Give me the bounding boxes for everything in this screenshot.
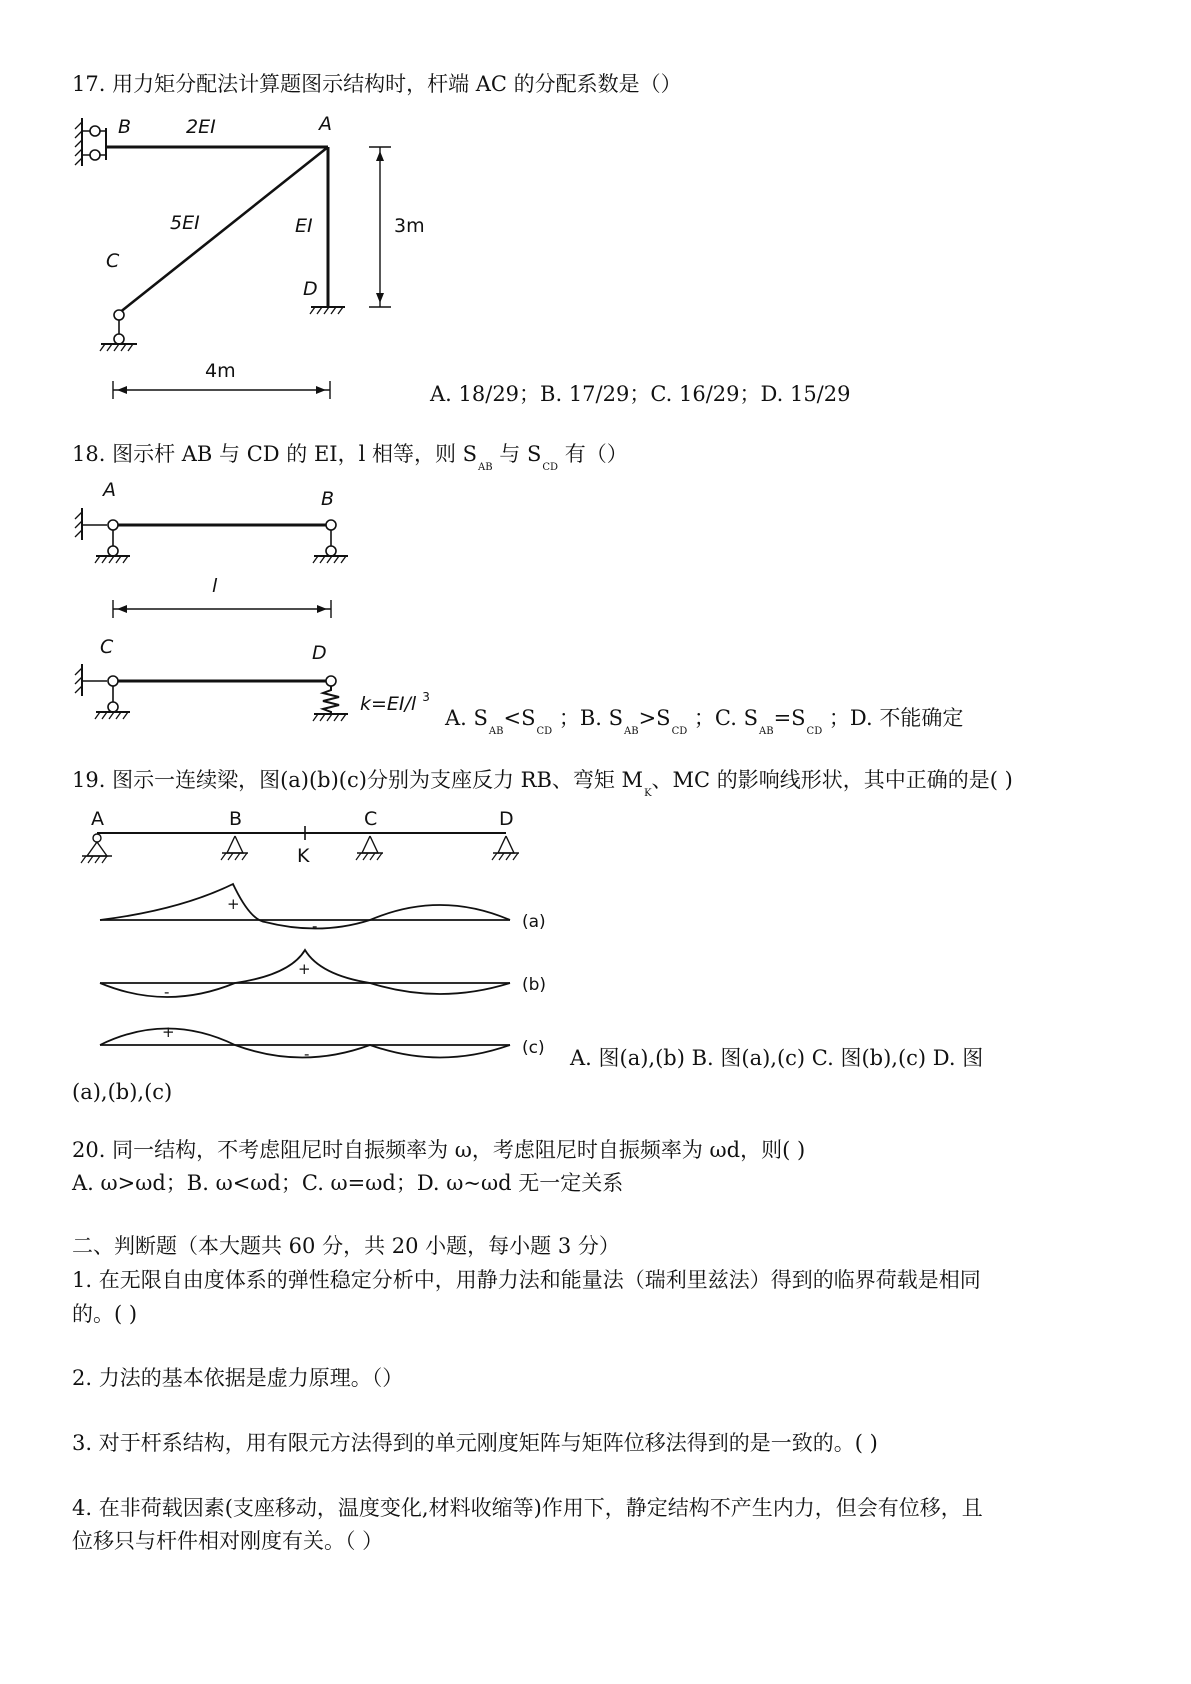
q18-label-c: C xyxy=(100,636,114,658)
q20-options: A. ω>ωd；B. ω<ωd；C. ω=ωd；D. ω~ωd 无一定关系 xyxy=(72,1171,624,1195)
q18-label-d: D xyxy=(312,642,327,664)
q19-label-d: D xyxy=(499,808,514,830)
section2-heading: 二、判断题（本大题共 60 分，共 20 小题，每小题 3 分） xyxy=(72,1234,620,1258)
q18-label-b: B xyxy=(321,488,335,510)
q17-label-2ei: 2EI xyxy=(186,116,216,138)
q19-options-line1: A. 图(a),(b) B. 图(a),(c) C. 图(b),(c) D. 图 xyxy=(570,1046,984,1070)
q17-label-b: B xyxy=(118,116,132,138)
q18-label-k: k=EI/l $^3$ xyxy=(360,690,430,715)
q20-stem: 20. 同一结构，不考虑阻尼时自振频率为 ω，考虑阻尼时自振频率为 ωd，则( ) xyxy=(72,1138,806,1162)
q18-sub-ab: AB xyxy=(478,462,493,473)
q18-stem-a: 18. 图示杆 AB 与 CD 的 EI，l 相等，则 S xyxy=(72,442,478,466)
q17-label-d: D xyxy=(303,278,318,300)
q19-c-plus: + xyxy=(162,1023,175,1041)
q17-label-a: A xyxy=(319,113,332,135)
q19-label-c: C xyxy=(364,808,378,830)
q19-label-b: B xyxy=(229,808,243,830)
q19-b-plus: + xyxy=(298,960,311,978)
judge-item-3: 3. 对于杆系结构，用有限元方法得到的单元刚度矩阵与矩阵位移法得到的是一致的。( ) xyxy=(72,1431,878,1455)
q19-b-minus: - xyxy=(164,983,170,1001)
q19-options-line2: (a),(b),(c) xyxy=(72,1080,173,1104)
judge-item-4-line2: 位移只与杆件相对刚度有关。（ ） xyxy=(72,1529,384,1553)
q17-options: A. 18/29；B. 17/29；C. 16/29；D. 15/29 xyxy=(430,382,851,406)
q19-label-diag-b: (b) xyxy=(522,975,547,995)
q19-label-diag-a: (a) xyxy=(522,912,546,932)
q17-dim-4m: 4m xyxy=(205,360,236,382)
q17-label-ei: EI xyxy=(295,215,313,237)
q19-stem: 19. 图示一连续梁，图(a)(b)(c)分别为支座反力 RB、弯矩 $M_K$、MC 的影响线形状，其中正确的是( ) xyxy=(72,768,1013,799)
q17-label-5ei: 5EI xyxy=(170,212,200,234)
judge-item-4-line1: 4. 在非荷载因素(支座移动，温度变化,材料收缩等)作用下，静定结构不产生内力，但会有位移，且 xyxy=(72,1496,983,1520)
judge-item-2: 2. 力法的基本依据是虚力原理。（） xyxy=(72,1366,404,1390)
q19-label-a: A xyxy=(91,808,104,830)
q18-stem-c: 有（） xyxy=(564,442,628,466)
q19-label-diag-c: (c) xyxy=(522,1038,545,1058)
judge-item-1-line2: 的。( ) xyxy=(72,1302,138,1326)
q17-dim-3m: 3m xyxy=(394,215,425,237)
q19-a-plus: + xyxy=(227,895,240,913)
judge-item-1-line1: 1. 在无限自由度体系的弹性稳定分析中，用静力法和能量法（瑞利里兹法）得到的临界荷载是相同 xyxy=(72,1268,981,1292)
q17-stem: 17. 用力矩分配法计算题图示结构时，杆端 AC 的分配系数是（） xyxy=(72,72,682,96)
q19-c-minus: - xyxy=(304,1045,310,1063)
q18-stem-b: 与 S xyxy=(499,442,542,466)
q18-sub-cd: CD xyxy=(542,462,559,473)
q18-label-a: A xyxy=(103,479,116,501)
q17-label-c: C xyxy=(106,250,120,272)
q19-label-k: K xyxy=(297,845,310,867)
q19-a-minus: - xyxy=(312,917,318,935)
q18-label-l: l xyxy=(212,575,218,597)
q18-options: A. $S_{AB}<S_{CD}$ ；B. $S_{AB}>S_{CD}$ ；C. $S_{AB}=S_{CD}$ ；D. 不能确定 xyxy=(445,706,964,737)
